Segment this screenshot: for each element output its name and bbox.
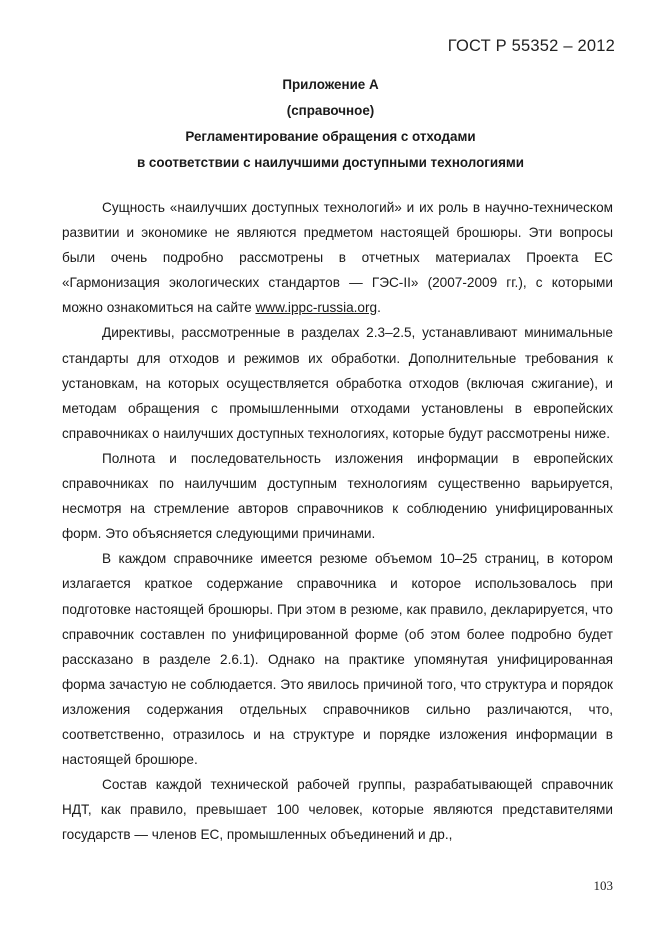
- paragraph-2: Директивы, рассмотренные в разделах 2.3–2.5, устанавливают минимальные стандарты для отходов и режимов их обработки. Дополнительные требования к установкам, на которых осуществляется обработка отходов (включая сжигание), и методам обращения с промышленными отходами установлены в европейских справочниках о наилучших доступных технологиях, которые будут рассмотрены ниже.: [62, 325, 613, 441]
- page-number: 103: [593, 878, 613, 893]
- appendix-heading-line-1: Регламентирование обращения с отходами: [185, 129, 476, 144]
- paragraph-1: [62, 195, 613, 320]
- body-text: [62, 195, 613, 847]
- paragraph-1-text: Сущность «наилучших доступных технологий» и их роль в научно-техническом развитии и экономике не являются предметом настоящей брошюры. Эти вопросы были очень подробно рассмотрены в отчетных материалах Проекта ЕС «Гармонизация экологических стандартов — ГЭС-II» (2007-2009 гг.), с которыми можно ознакомиться на сайте: [62, 200, 613, 316]
- paragraph-1-end: .: [377, 300, 381, 316]
- appendix-type: (справочное): [286, 103, 375, 118]
- appendix-title: Приложение А: [282, 77, 379, 92]
- standard-code-header: ГОСТ Р 55352 – 2012: [447, 37, 615, 55]
- appendix-heading-line-2: в соответствии с наилучшими доступными технологиями: [136, 155, 525, 170]
- appendix-heading-block: [0, 72, 661, 176]
- paragraph-5: Состав каждой технической рабочей группы, разрабатывающей справочник НДТ, как правило, превышает 100 человек, которые являются представителями государств — членов ЕС, промышленных объединений и др.,: [62, 777, 613, 843]
- website-link[interactable]: www.ippc-russia.org: [255, 300, 378, 316]
- paragraph-4: В каждом справочнике имеется резюме объемом 10–25 страниц, в котором излагается краткое содержание справочника и которое использовалось при подготовке настоящей брошюры. При этом в резюме, как правило, декларируется, что справочник составлен по унифицированной форме (об этом более подробно будет рассказано в разделе 2.6.1). Однако на практике упомянутая унифицированная форма зачастую не соблюдается. Это явилось причиной того, что структура и порядок изложения содержания отдельных справочников сильно различаются, что, соответственно, отразилось и на структуре и порядке изложения информации в настоящей брошюре.: [62, 551, 613, 768]
- paragraph-3: Полнота и последовательность изложения информации в европейских справочниках по наилучшим доступным технологиям существенно варьируется, несмотря на стремление авторов справочников к соблюдению унифицированных форм. Это объясняется следующими причинами.: [62, 450, 613, 542]
